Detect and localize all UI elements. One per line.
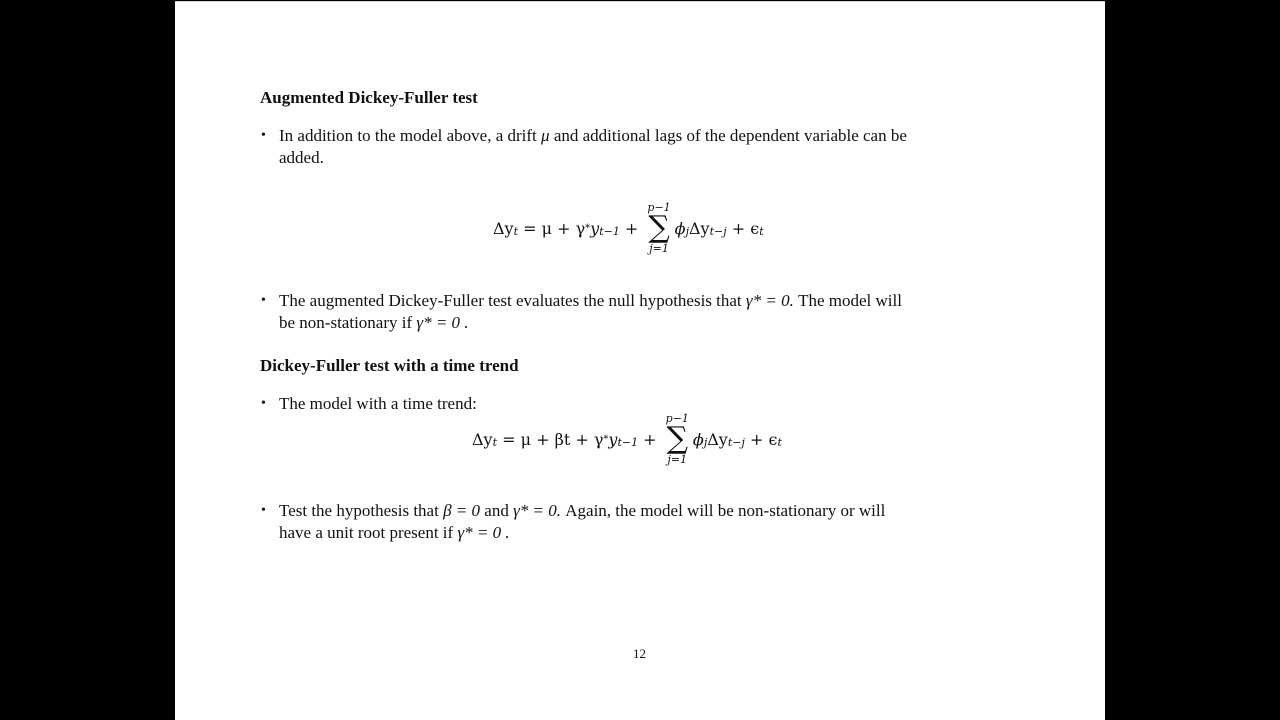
bullet-adf-drift: • In addition to the model above, a drift μ and additional lags of the dependent variable can be added. — [261, 126, 907, 167]
bullet-time-trend-model: • The model with a time trend: — [261, 394, 477, 413]
equation-adf: Δy $_t$ = μ + γ * y $_{t-1}$ + p−1 ∑ j=1 ϕ $_j$ Δy $_{t-j}$ + ϵ $_t$ — [493, 201, 764, 255]
document-page — [175, 1, 1105, 720]
summation: p−1 ∑ j=1 — [665, 412, 689, 466]
section-heading-time-trend: Dickey-Fuller test with a time trend — [260, 356, 519, 375]
bullet-adf-null: • The augmented Dickey-Fuller test evaluates the null hypothesis that γ* = 0. The model will be non-stationary if γ* = 0 . — [261, 291, 902, 332]
page-number: 12 — [633, 646, 646, 661]
equation-time-trend: Δy $_t$ = μ + βt + γ * y $_{t-1}$ + p−1 ∑ j=1 ϕ $_j$ Δy $_{t-j}$ + ϵ $_t$ — [472, 412, 782, 466]
summation: p−1 ∑ j=1 — [647, 201, 671, 255]
bullet-time-trend-hypothesis: • Test the hypothesis that β = 0 and γ* = 0. Again, the model will be non-stationary or will have a unit root present if γ* = 0 . — [261, 501, 886, 542]
bullet-icon: • — [261, 503, 266, 518]
sigma-icon: ∑ — [666, 421, 688, 456]
section-heading-adf: Augmented Dickey-Fuller test — [260, 88, 478, 107]
sigma-icon: ∑ — [648, 210, 670, 245]
bullet-icon: • — [261, 293, 266, 308]
bullet-icon: • — [261, 396, 266, 411]
bullet-icon: • — [261, 128, 266, 143]
